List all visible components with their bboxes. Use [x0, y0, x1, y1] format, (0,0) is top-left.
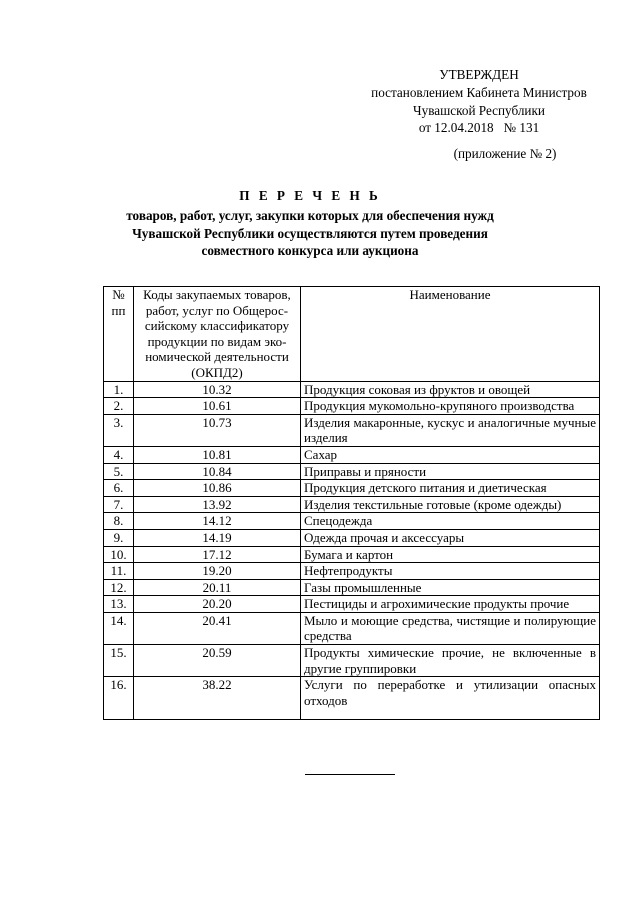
row-number: 8. — [104, 513, 134, 530]
row-code: 10.81 — [134, 446, 301, 463]
row-name: Одежда прочая и аксессуары — [301, 529, 600, 546]
table-row — [104, 513, 600, 530]
header-code — [134, 287, 301, 382]
approval-authority: постановлением Кабинета Министров — [371, 84, 587, 100]
row-code: 10.73 — [134, 414, 301, 446]
table-row — [104, 496, 600, 513]
products-table — [103, 286, 600, 720]
row-name: Бумага и картон — [301, 546, 600, 563]
row-code: 14.19 — [134, 529, 301, 546]
row-name: Нефтепродукты — [301, 563, 600, 580]
row-name: Изделия макаронные, кускус и аналогичные мучные изделия — [301, 414, 600, 446]
table-row — [104, 546, 600, 563]
row-code: 20.11 — [134, 579, 301, 596]
row-code: 20.59 — [134, 645, 301, 677]
row-name: Продукция мукомольно-крупяного производства — [301, 398, 600, 415]
row-name: Газы промышленные — [301, 579, 600, 596]
table-row — [104, 414, 600, 446]
table-row — [104, 612, 600, 644]
header-number — [104, 287, 134, 382]
row-number: 11. — [104, 563, 134, 580]
row-number: 9. — [104, 529, 134, 546]
row-code: 10.61 — [134, 398, 301, 415]
row-number: 12. — [104, 579, 134, 596]
table-row — [104, 529, 600, 546]
header-code-line: (ОКПД2) — [191, 364, 243, 380]
row-code: 20.41 — [134, 612, 301, 644]
document-subtitle — [108, 207, 512, 260]
row-number: 15. — [104, 645, 134, 677]
row-number: 4. — [104, 446, 134, 463]
approval-date-number: от 12.04.2018 № 131 — [418, 120, 540, 136]
row-number: 16. — [104, 677, 134, 720]
row-number: 3. — [104, 414, 134, 446]
subtitle-line: Чувашской Республики осуществляются путем проведения — [132, 225, 488, 241]
table-row — [104, 480, 600, 497]
row-code: 20.20 — [134, 596, 301, 613]
row-code: 17.12 — [134, 546, 301, 563]
appendix-label: (приложение № 2) — [453, 146, 557, 161]
row-name: Услуги по переработке и утилизации опасных отходов — [301, 677, 600, 720]
row-code: 38.22 — [134, 677, 301, 720]
approval-block — [355, 66, 603, 137]
document-title: П Е Р Е Ч Е Н Ь — [239, 188, 381, 203]
row-name: Сахар — [301, 446, 600, 463]
header-code-line: работ, услуг по Общерос- — [145, 302, 289, 318]
row-code: 10.32 — [134, 381, 301, 398]
table-row — [104, 463, 600, 480]
table-row — [104, 596, 600, 613]
header-code-line: продукции по видам эко- — [147, 333, 287, 349]
row-number: 6. — [104, 480, 134, 497]
row-number: 5. — [104, 463, 134, 480]
row-name: Пестициды и агрохимические продукты прочие — [301, 596, 600, 613]
row-number: 2. — [104, 398, 134, 415]
row-name: Продукция соковая из фруктов и овощей — [301, 381, 600, 398]
table-row — [104, 381, 600, 398]
subtitle-line: совместного конкурса или аукциона — [201, 243, 419, 258]
row-code: 10.84 — [134, 463, 301, 480]
end-divider — [305, 774, 395, 775]
approval-status: УТВЕРЖДЕН — [439, 67, 519, 82]
header-code-line: номической деятельности — [145, 349, 289, 365]
row-name: Приправы и пряности — [301, 463, 600, 480]
table-header-row — [104, 287, 600, 382]
row-name: Мыло и моющие средства, чистящие и полирующие средства — [301, 612, 600, 644]
row-number: 7. — [104, 496, 134, 513]
row-number: 13. — [104, 596, 134, 613]
subtitle-line: товаров, работ, услуг, закупки которых для обеспечения нужд — [126, 208, 494, 223]
table-row — [104, 398, 600, 415]
table-row — [104, 677, 600, 720]
approval-region: Чувашской Республики — [413, 102, 545, 118]
row-number: 14. — [104, 612, 134, 644]
header-code-line: сийскому классификатору — [144, 318, 290, 334]
row-number: 10. — [104, 546, 134, 563]
table-row — [104, 446, 600, 463]
row-code: 13.92 — [134, 496, 301, 513]
header-number-line: пп — [111, 302, 126, 318]
header-name: Наименование — [301, 287, 600, 382]
row-number: 1. — [104, 381, 134, 398]
table-row — [104, 645, 600, 677]
row-name: Изделия текстильные готовые (кроме одежды) — [301, 496, 600, 513]
row-code: 14.12 — [134, 513, 301, 530]
row-code: 10.86 — [134, 480, 301, 497]
row-name: Продукция детского питания и диетическая — [301, 480, 600, 497]
row-name: Спецодежда — [301, 513, 600, 530]
header-code-line: Коды закупаемых товаров, — [143, 287, 291, 302]
header-number-line: № — [112, 287, 125, 302]
table-row — [104, 579, 600, 596]
row-name: Продукты химические прочие, не включенные в другие группировки — [301, 645, 600, 677]
table-row — [104, 563, 600, 580]
row-code: 19.20 — [134, 563, 301, 580]
